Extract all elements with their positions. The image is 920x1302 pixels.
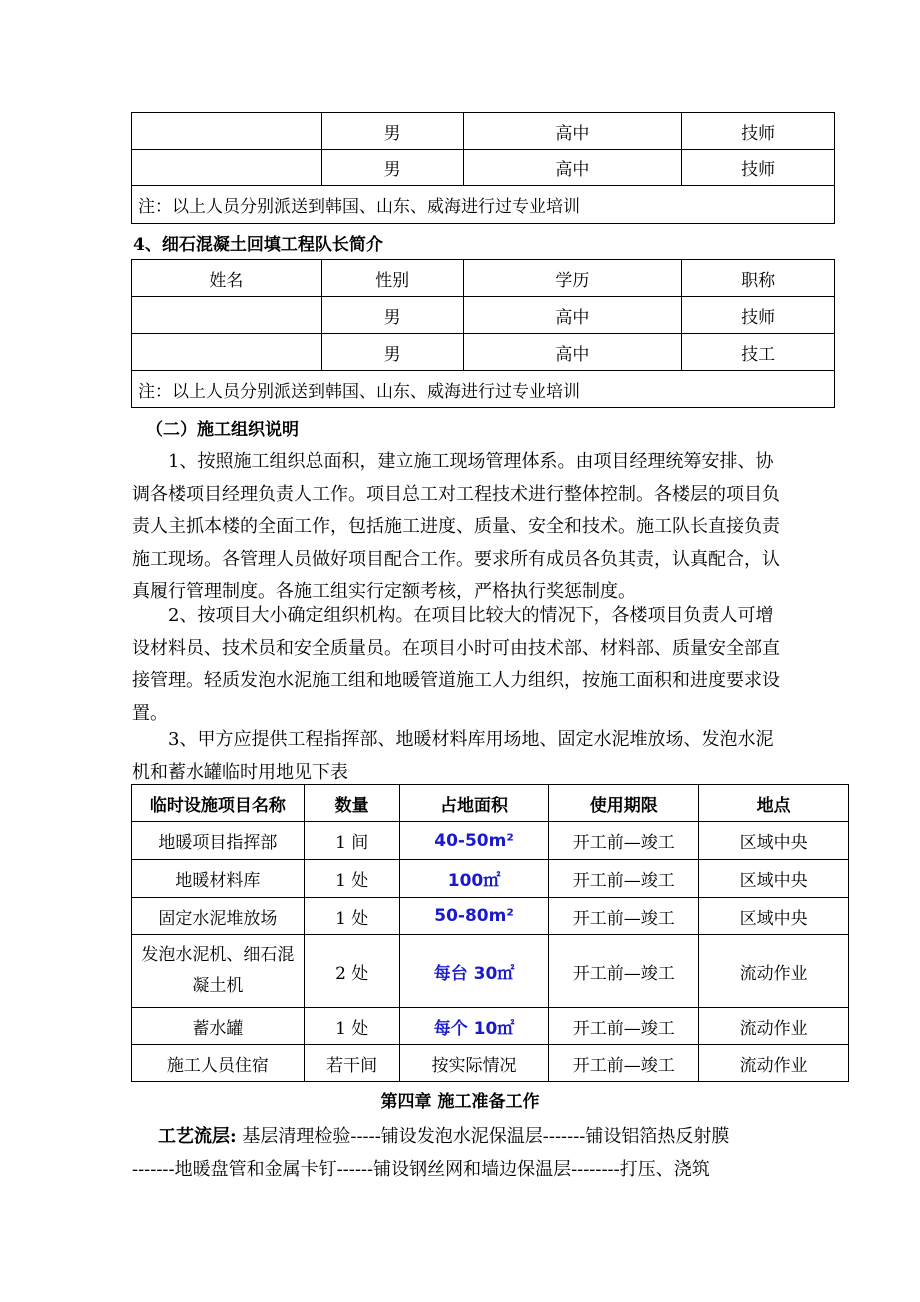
org-paragraph-3: 3、甲方应提供工程指挥部、地暖材料库用场地、固定水泥堆放场、发泡水泥机和蓄水罐临时用地见下表 (132, 729, 774, 783)
facility-place: 区域中央 (699, 822, 849, 860)
team-leader-table (131, 259, 835, 408)
title-cell: 技师 (682, 113, 835, 150)
facility-period: 开工前—竣工 (549, 822, 699, 860)
facility-qty: 1 处 (304, 898, 399, 935)
facility-area: 40-50m² (399, 822, 549, 860)
facility-area: 50-80m² (399, 898, 549, 935)
table-row (132, 1045, 849, 1082)
process-flow-text: 基层清理检验-----铺设发泡水泥保温层-------铺设铝箔热反射膜 (236, 1126, 730, 1147)
facility-place: 区域中央 (699, 898, 849, 935)
table-row (132, 334, 835, 371)
name-cell (132, 334, 322, 371)
column-header: 姓名 (132, 260, 322, 297)
column-header: 占地面积 (399, 785, 549, 822)
facility-area: 每个 10㎡ (399, 1008, 549, 1045)
facility-qty: 1 处 (304, 1008, 399, 1045)
column-header: 职称 (682, 260, 835, 297)
name-cell (132, 113, 322, 150)
facility-qty: 若干间 (304, 1045, 399, 1082)
education-cell: 高中 (463, 150, 682, 186)
facility-qty: 1 间 (304, 822, 399, 860)
table-row (132, 935, 849, 1008)
column-header: 数量 (304, 785, 399, 822)
table-row (132, 297, 835, 334)
facility-place: 流动作业 (699, 935, 849, 1008)
table-row (132, 898, 849, 935)
facility-area: 按实际情况 (399, 1045, 549, 1082)
process-flow-label: 工艺流层: (158, 1126, 237, 1147)
facility-period: 开工前—竣工 (549, 935, 699, 1008)
column-header: 临时设施项目名称 (132, 785, 305, 822)
facility-period: 开工前—竣工 (549, 898, 699, 935)
org-heading: （二）施工组织说明 (146, 420, 299, 440)
name-cell (132, 297, 322, 334)
column-header: 学历 (463, 260, 682, 297)
education-cell: 高中 (463, 334, 682, 371)
title-cell: 技工 (682, 334, 835, 371)
facility-name: 地暖项目指挥部 (132, 822, 305, 860)
facility-name: 发泡水泥机、细石混 凝土机 (132, 935, 305, 1008)
facility-name: 施工人员住宿 (132, 1045, 305, 1082)
column-header: 性别 (321, 260, 463, 297)
facilities-table (131, 784, 849, 1082)
facility-name: 固定水泥堆放场 (132, 898, 305, 935)
table-row (132, 150, 835, 186)
org-paragraph-2: 2、按项目大小确定组织机构。在项目比较大的情况下，各楼项目负责人可增设材料员、技术员和安全质量员。在项目小时可由技术部、材料部、质量安全部直接管理。轻质发泡水泥施工组和地暖管道施工人力组织，按施工面积和进度要求设置。 (132, 605, 780, 724)
staff-table-continued (131, 112, 835, 224)
table-header-row (132, 785, 849, 822)
facility-name: 地暖材料库 (132, 860, 305, 898)
education-cell: 高中 (463, 113, 682, 150)
name-cell (132, 150, 322, 186)
gender-cell: 男 (321, 297, 463, 334)
column-header: 使用期限 (549, 785, 699, 822)
table-note: 注：以上人员分别派送到韩国、山东、威海进行过专业培训 (132, 371, 835, 408)
title-cell: 技师 (682, 297, 835, 334)
facility-qty: 1 处 (304, 860, 399, 898)
org-paragraph-1: 1、按照施工组织总面积，建立施工现场管理体系。由项目经理统筹安排、协调各楼项目经理负责人工作。项目总工对工程技术进行整体控制。各楼层的项目负责人主抓本楼的全面工作，包括施工进度、质量、安全和技术。施工队长直接负责施工现场。各管理人员做好项目配合工作。要求所有成员各负其责，认真配合，认真履行管理制度。各施工组实行定额考核，严格执行奖惩制度。 (132, 451, 780, 602)
facility-place: 流动作业 (699, 1045, 849, 1082)
table-row (132, 860, 849, 898)
table-header-row (132, 260, 835, 297)
title-cell: 技师 (682, 150, 835, 186)
facility-period: 开工前—竣工 (549, 1008, 699, 1045)
process-flow-line-2: -------地暖盘管和金属卡钉------铺设钢丝网和墙边保温层--------打压、浇筑 (132, 1159, 710, 1180)
facility-place: 区域中央 (699, 860, 849, 898)
process-flow-line-1 (158, 1122, 729, 1148)
facility-period: 开工前—竣工 (549, 1045, 699, 1082)
chapter-title: 第四章 施工准备工作 (380, 1092, 540, 1112)
gender-cell: 男 (321, 150, 463, 186)
facility-name: 蓄水罐 (132, 1008, 305, 1045)
section-heading: 4、细石混凝土回填工程队长简介 (133, 235, 383, 255)
facility-period: 开工前—竣工 (549, 860, 699, 898)
facility-area: 100㎡ (399, 860, 549, 898)
education-cell: 高中 (463, 297, 682, 334)
column-header: 地点 (699, 785, 849, 822)
table-row (132, 1008, 849, 1045)
table-row (132, 113, 835, 150)
gender-cell: 男 (321, 113, 463, 150)
facility-area: 每台 30㎡ (399, 935, 549, 1008)
facility-place: 流动作业 (699, 1008, 849, 1045)
gender-cell: 男 (321, 334, 463, 371)
table-note: 注：以上人员分别派送到韩国、山东、威海进行过专业培训 (132, 186, 835, 224)
table-row (132, 822, 849, 860)
facility-qty: 2 处 (304, 935, 399, 1008)
